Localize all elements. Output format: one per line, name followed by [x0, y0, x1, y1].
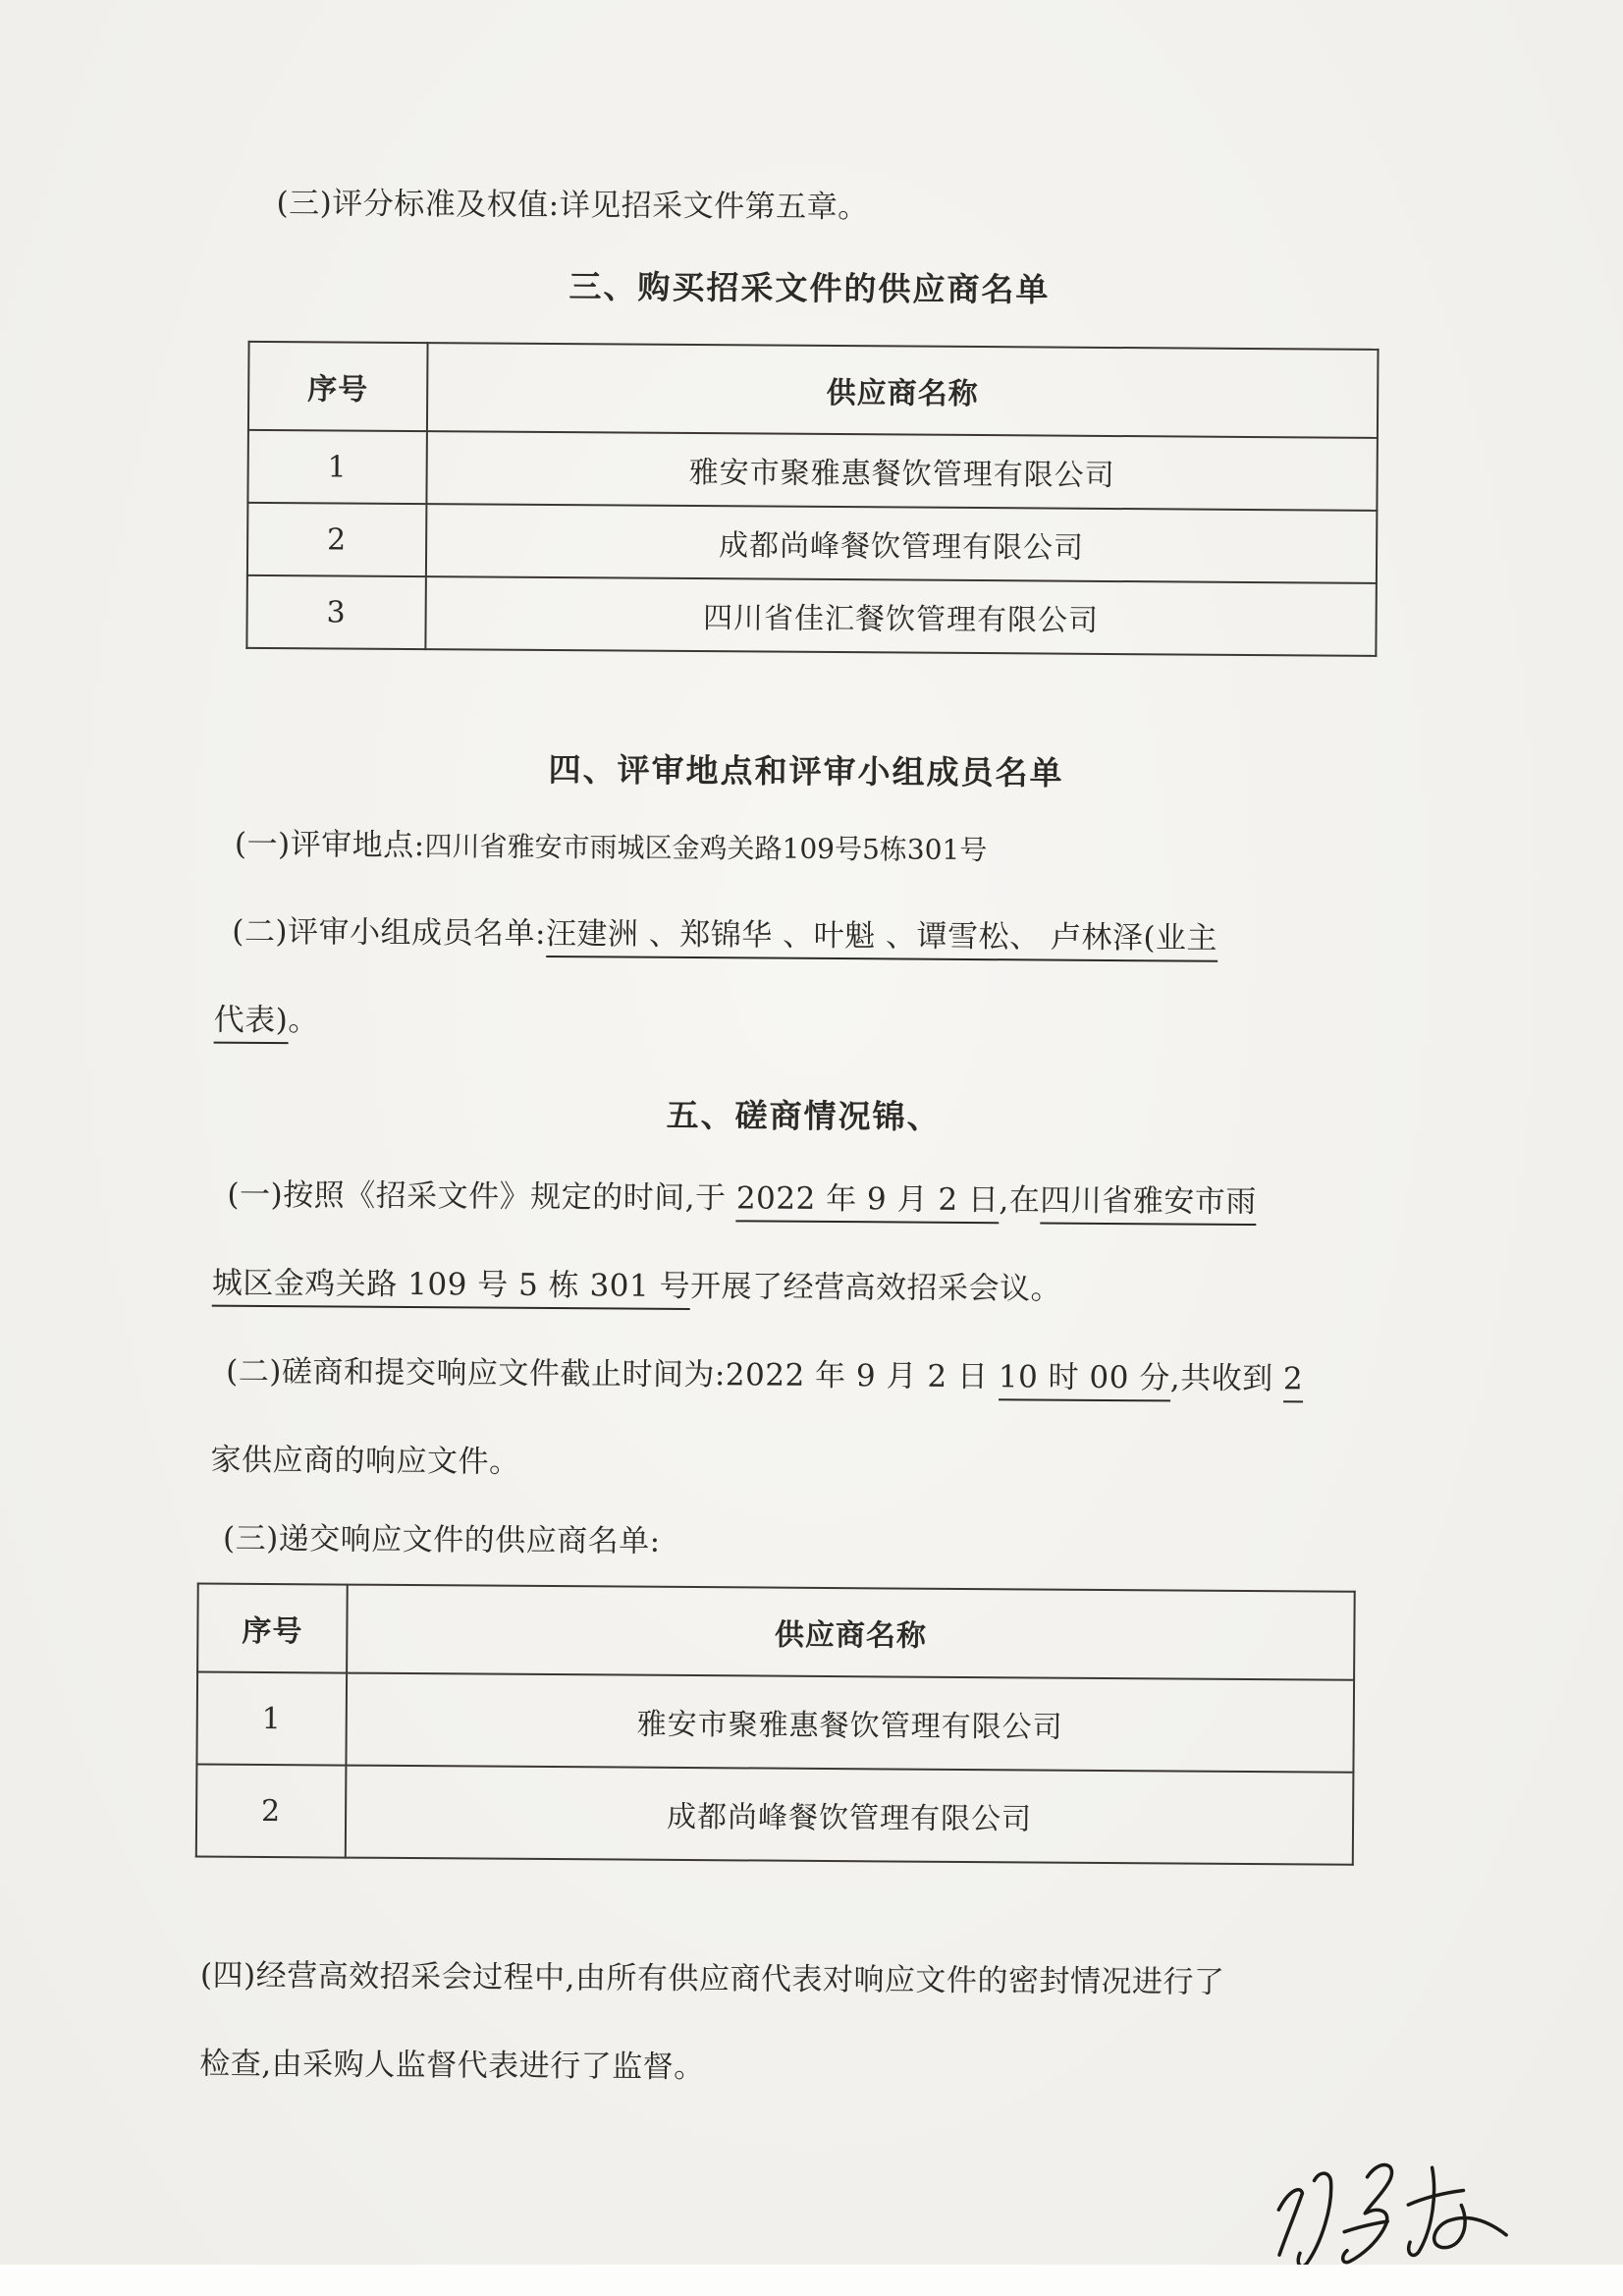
column-header-supplier-name: 供应商名称 — [347, 1585, 1355, 1680]
table-row — [246, 575, 1376, 656]
table-row — [247, 430, 1377, 511]
supplier-name: 四川省佳汇餐饮管理有限公司 — [425, 576, 1376, 656]
supplier-name: 成都尚峰餐饮管理有限公司 — [346, 1766, 1354, 1865]
deadline-time: 10 时 00 分 — [999, 1359, 1170, 1401]
table-row — [247, 503, 1377, 583]
row-no: 2 — [247, 503, 427, 576]
paragraph-responding-suppliers-label: (三)递交响应文件的供应商名单: — [222, 1520, 661, 1559]
paragraph-meeting-info-line2 — [212, 1266, 1061, 1308]
responding-supplier-table — [195, 1583, 1356, 1866]
row-no: 3 — [246, 575, 426, 649]
section-five-heading: 五、磋商情况锦、 — [666, 1095, 942, 1136]
review-location-value: 四川省雅安市雨城区金鸡关路109号5栋301号 — [424, 830, 988, 867]
sentence-period: 。 — [288, 1003, 319, 1039]
row-no: 2 — [196, 1765, 347, 1858]
meeting-info-text: (一)按照《招采文件》规定的时间,于 — [227, 1176, 737, 1217]
paragraph-panel-members-cont — [214, 1003, 319, 1040]
deadline-text: (二)磋商和提交响应文件截止时间为:2022 年 9 月 2 日 — [226, 1353, 999, 1395]
paragraph-deadline-line2: 家供应商的响应文件。 — [210, 1442, 520, 1480]
paragraph-seal-check-line1: (四)经营高效招采会过程中,由所有供应商代表对响应文件的密封情况进行了 — [199, 1957, 1225, 2000]
deadline-text: ,共收到 — [1169, 1360, 1284, 1397]
meeting-info-rest: 开展了经营高效招采会议。 — [689, 1269, 1062, 1307]
paragraph-seal-check-line2: 检查,由采购人监督代表进行了监督。 — [199, 2046, 705, 2086]
panel-members-names-cont: 代表) — [214, 1003, 289, 1045]
paragraph-review-location — [235, 827, 988, 869]
panel-members-names: 汪建洲 、郑锦华 、叶魁 、谭雪松、 卢林泽(业主 — [546, 916, 1217, 962]
paragraph-scoring-criteria: (三)评分标准及权值:详见招采文件第五章。 — [276, 186, 869, 226]
purchaser-supplier-table — [245, 341, 1379, 657]
review-location-label: (一)评审地点: — [234, 826, 425, 864]
scan-edge — [0, 2265, 1623, 2296]
table-header-row — [248, 342, 1379, 438]
row-no: 1 — [196, 1672, 347, 1766]
table-row — [196, 1765, 1354, 1865]
meeting-place-part1: 四川省雅安市雨 — [1040, 1182, 1257, 1226]
column-header-no: 序号 — [197, 1584, 348, 1673]
supplier-name: 雅安市聚雅惠餐饮管理有限公司 — [426, 431, 1377, 511]
meeting-info-text: ,在 — [999, 1182, 1041, 1219]
table-header-row — [197, 1584, 1355, 1680]
column-header-no: 序号 — [248, 342, 428, 431]
meeting-date: 2022 年 9 月 2 日 — [736, 1180, 1000, 1224]
panel-members-label: (二)评审小组成员名单: — [232, 913, 547, 952]
meeting-place-part2: 城区金鸡关路 109 号 5 栋 301 号 — [212, 1266, 690, 1310]
section-four-heading: 四、评审地点和评审小组成员名单 — [548, 749, 1064, 793]
response-count: 2 — [1283, 1361, 1304, 1402]
row-no: 1 — [247, 430, 427, 504]
supplier-name: 成都尚峰餐饮管理有限公司 — [426, 504, 1377, 583]
paragraph-deadline-line1 — [226, 1354, 1303, 1398]
paragraph-panel-members — [232, 914, 1217, 957]
section-three-heading: 三、购买招采文件的供应商名单 — [568, 267, 1051, 309]
column-header-supplier-name: 供应商名称 — [427, 343, 1379, 438]
paragraph-meeting-info-line1 — [227, 1177, 1257, 1222]
supplier-name: 雅安市聚雅惠餐饮管理有限公司 — [346, 1673, 1354, 1773]
table-row — [196, 1672, 1354, 1773]
